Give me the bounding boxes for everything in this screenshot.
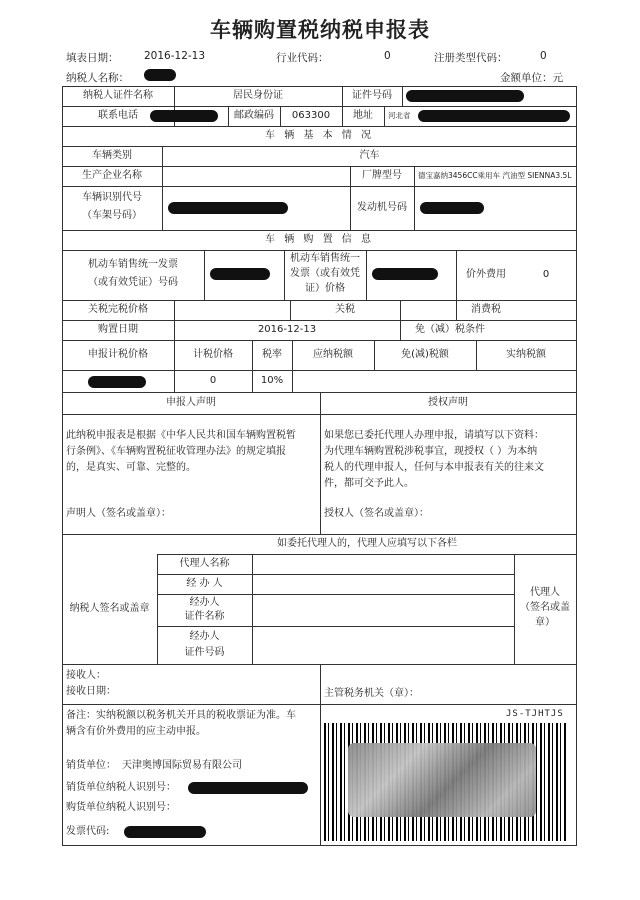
tax-price-label: 计税价格 — [193, 348, 233, 360]
seller-tin-label: 销货单位纳税人识别号： — [66, 782, 176, 793]
maker-label: 生产企业名称 — [82, 169, 142, 181]
declared-price-label: 申报计税价格 — [88, 348, 148, 360]
tax-due-label: 应纳税额 — [313, 348, 353, 360]
fill-date-label: 填表日期： — [66, 52, 119, 64]
invoice-code-label: 发票代码: — [66, 826, 110, 837]
vin-label-2: （车架号码） — [82, 209, 142, 221]
id-doc-value: 居民身份证 — [233, 89, 283, 101]
address-prefix: 河北省 — [388, 110, 411, 120]
extra-fee: 0 — [542, 268, 550, 280]
redacted-address — [418, 110, 570, 122]
tax-exempt-label: 免(减)税额 — [401, 348, 449, 360]
handler-no-label-1: 经办人 — [189, 630, 220, 642]
handler-label: 经 办 人 — [186, 577, 223, 589]
vin-label-1: 车辆识别代号 — [82, 191, 142, 203]
customs-price-label: 关税完税价格 — [88, 303, 148, 315]
invoice-no-label-1: 机动车销售统一发票 — [88, 258, 178, 270]
barcode-blur — [348, 743, 536, 817]
reg-type-label: 注册类型代码： — [434, 52, 508, 64]
applicant-text-2: 行条例》、《车辆购置税征收管理办法》的规定填报 — [66, 446, 286, 457]
tax-price: 0 — [209, 374, 217, 386]
redacted-seller-tin — [188, 782, 308, 794]
model-label: 厂牌型号 — [362, 169, 402, 181]
seller-label: 销货单位： — [66, 760, 116, 771]
consumption-tax-label: 消费税 — [471, 303, 501, 315]
note-line-2: 辆含有价外费用的应主动申报。 — [66, 726, 206, 737]
amount-unit: 金额单位：元 — [500, 72, 563, 84]
purchase-date-label: 购置日期 — [98, 323, 138, 335]
fill-date: 2016-12-13 — [144, 50, 206, 62]
auth-sign: 授权人（签名或盖章）： — [324, 508, 429, 519]
auth-declaration-title: 授权声明 — [428, 396, 468, 408]
agent-sign-label-2: （签名或盖 — [520, 602, 570, 614]
note-line-1: 备注：实纳税额以税务机关开具的税收票证为准。车 — [66, 710, 296, 721]
invoice-price-label-1: 机动车销售统一 — [290, 253, 360, 265]
applicant-declaration-title: 申报人声明 — [166, 396, 216, 408]
purchase-section-title: 车 辆 购 置 信 息 — [265, 233, 374, 245]
tax-rate: 10% — [260, 374, 284, 386]
auth-text-2: 为代理车辆购置税涉税事宜，现授权（ ）为本纳 — [324, 446, 538, 457]
receiver-label: 接收人： — [66, 670, 106, 681]
agent-sign-label-1: 代理人 — [530, 587, 560, 599]
seller-name: 天津奥博国际贸易有限公司 — [122, 760, 242, 771]
reg-type: 0 — [540, 50, 547, 62]
redacted-phone — [150, 110, 218, 122]
industry-code: 0 — [384, 50, 391, 62]
applicant-text-3: 的，是真实、可靠、完整的。 — [66, 462, 196, 473]
redacted-vin — [168, 202, 288, 214]
invoice-price-label-3: 证）价格 — [305, 283, 345, 295]
redacted-taxpayer-name — [144, 69, 176, 81]
applicant-text-1: 此纳税申报表是根据《中华人民共和国车辆购置税暂 — [66, 430, 296, 441]
receive-date-label: 接收日期： — [66, 686, 116, 697]
vehicle-section-title: 车 辆 基 本 情 况 — [265, 129, 374, 141]
id-doc-label: 纳税人证件名称 — [83, 89, 153, 101]
rate-label: 税率 — [262, 348, 282, 360]
redacted-invoice-number — [210, 268, 270, 280]
model-value: 德宝嘉纳3456CC乘用车 汽油型 SIENNA3.5L — [418, 170, 572, 180]
auth-text-4: 件，都可交予此人。 — [324, 478, 414, 489]
redacted-engine-number — [420, 202, 484, 214]
address-label: 地址 — [353, 109, 373, 121]
taxpayer-sign-label: 纳税人签名或盖章 — [69, 602, 150, 614]
invoice-no-label-2: （或有效凭证）号码 — [88, 276, 178, 288]
handler-doc-label-2: 证件名称 — [184, 610, 225, 622]
barcode-id: JS-TJHTJS — [506, 709, 564, 719]
redacted-declared-price — [88, 376, 146, 388]
buyer-tin-label: 购货单位纳税人识别号： — [66, 802, 176, 813]
exemption-label: 免（减）税条件 — [415, 323, 485, 335]
redacted-invoice-price — [372, 268, 438, 280]
extra-fee-label: 价外费用 — [466, 268, 506, 280]
redacted-invoice-code — [124, 826, 206, 838]
purchase-date: 2016-12-13 — [257, 323, 317, 335]
agent-name-label: 代理人名称 — [179, 557, 230, 569]
agent-heading: 如委托代理人的，代理人应填写以下各栏 — [277, 537, 457, 549]
handler-doc-label-1: 经办人 — [189, 596, 220, 608]
auth-text-3: 税人的代理申报人，任何与本申报表有关的往来文 — [324, 462, 544, 473]
invoice-price-label-2: 发票（或有效凭 — [290, 268, 360, 280]
postcode-label: 邮政编码 — [234, 109, 274, 121]
customs-duty-label: 关税 — [335, 303, 355, 315]
handler-no-label-2: 证件号码 — [184, 646, 225, 658]
taxpayer-name-label: 纳税人名称： — [66, 72, 129, 84]
postcode: 063300 — [291, 109, 331, 121]
redacted-id-number — [406, 90, 524, 102]
applicant-sign: 声明人（签名或盖章）： — [66, 508, 171, 519]
industry-code-label: 行业代码： — [276, 52, 329, 64]
auth-text-1: 如果您已委托代理人办理申报，请填写以下资料： — [324, 430, 544, 441]
engine-label: 发动机号码 — [357, 201, 407, 213]
phone-label: 联系电话 — [98, 109, 138, 121]
tax-authority-label: 主管税务机关（章）： — [324, 688, 419, 699]
vehicle-type: 汽车 — [359, 149, 380, 161]
barcode-image — [324, 723, 568, 841]
tax-paid-label: 实纳税额 — [506, 348, 546, 360]
form-title: 车辆购置税纳税申报表 — [210, 18, 430, 42]
agent-sign-label-3: 章） — [535, 617, 555, 629]
vehicle-type-label: 车辆类别 — [92, 149, 132, 161]
id-no-label: 证件号码 — [352, 89, 392, 101]
